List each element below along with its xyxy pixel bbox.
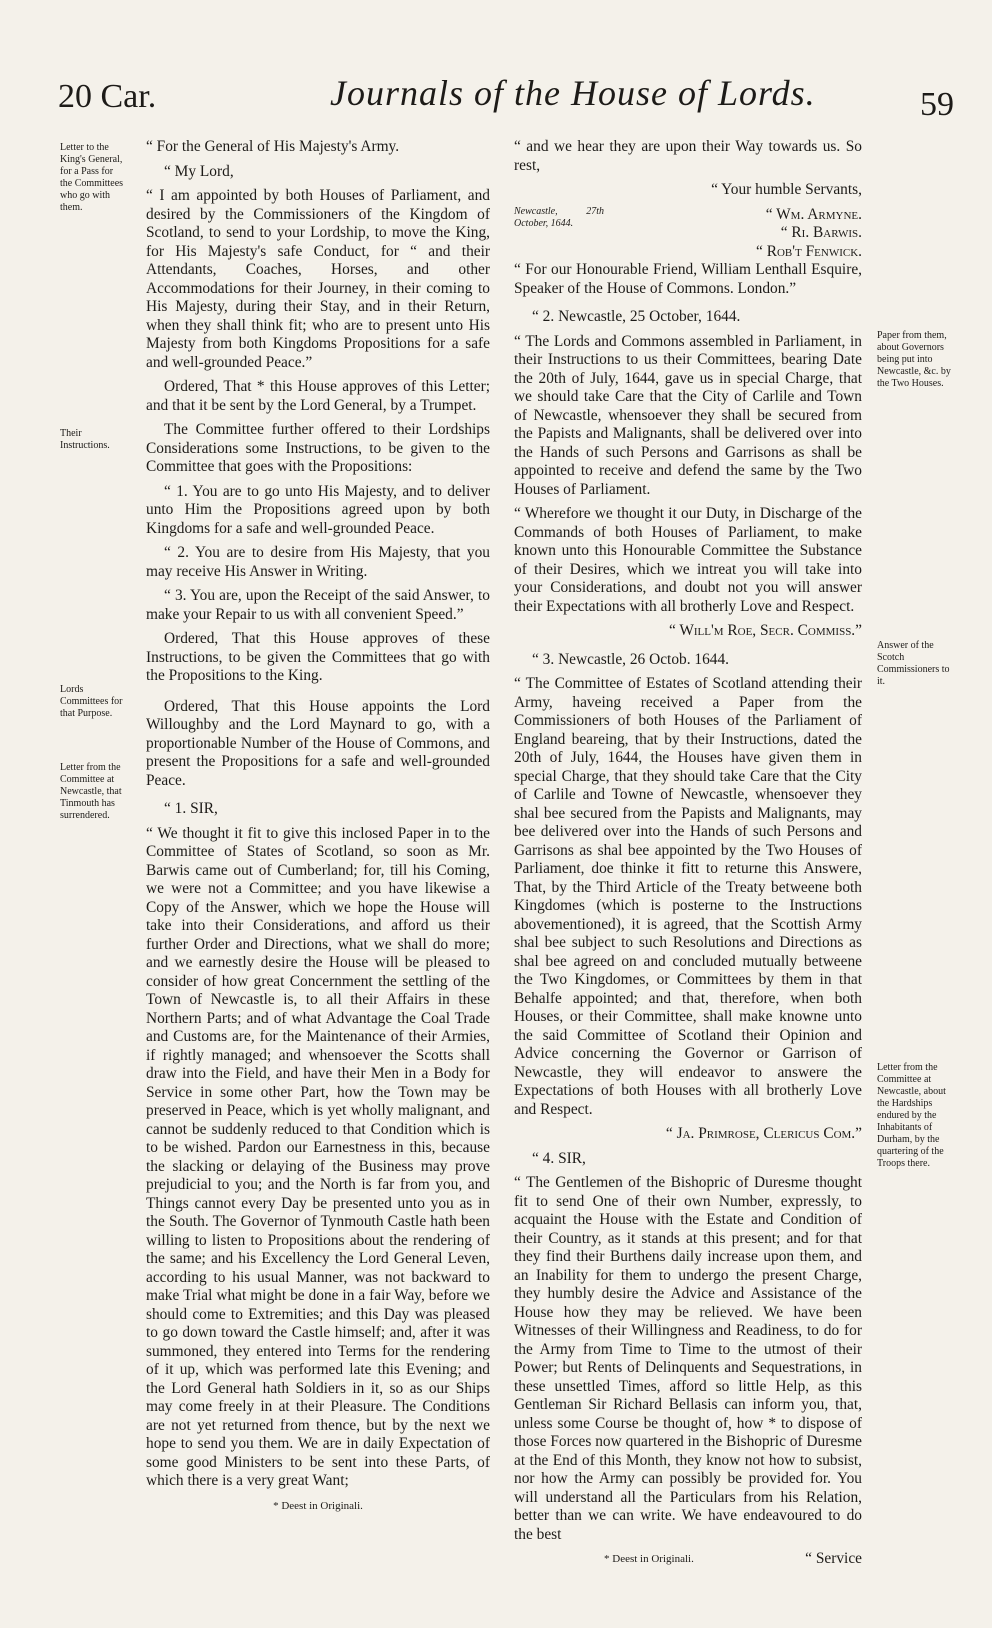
letter-heading: “ 4. SIR, — [532, 1149, 586, 1167]
paper-signature: “ Ja. Primrose, Clericus Com.” — [665, 1125, 862, 1142]
order-paragraph: Ordered, That this House approves of these Instructions, to be given the Committees that go with the Propositions to the King. — [146, 630, 490, 684]
letter-body: “ We thought it fit to give this inclosed Paper in to the Committee of States of Scotland, so soon as Mr. Barwis came out of Cumberland; for, till his Coming, we were not a Committee; and you have likewise a Copy of the Answer, which we hope the House will take into their Considerations, and afford us their further Order and Directions, what we shall do more; and we earnestly desire the House will be pleased to consider of how great Concernment the settling of the Town of Newcastle is, to all their Affairs in these Northern Parts; and of what Advantage the Coal Trade and Customs are, for the Maintenance of their Armies, if rightly managed; and whensoever the Scotts shall draw into the Field, and have their Men in a Body for Service in some other Part, how the Town may be preserved in Peace, which is yet wholly malignant, and cannot be suddenly reduced to that Condition which is to be wished. Pardon our Earnestness in this, because the slacking or delaying of the Business may prove prejudicial to you; and the North is far from you, and Things cannot every Day be presented unto you as in the South. The Governor of Tynmouth Castle hath been willing to listen to Propositions about the rendering of the same; and his Excellency the Lord General Leven, according to his usual Manner, was not backward to make Trial what might be done in a fair Way, before we should come to Extremities; and this Day was pleased to go down toward the Castle himself; and, after it was summoned, they entered into Terms for the rendering of it up, which was performed late this Evening; and the Lord General hath Soldiers in it, so as our Ships may come freely in at their Pleasure. The Conditions are not yet returned from thence, but by the next we hope to send you them. We are in daily Expectation of some good Ministers to be sent into these Parts, of which there is a very great Want; — [146, 824, 490, 1489]
committee-paragraph: The Committee further offered to their Lordships Considerations some Instructions, to be given to the Committee that goes with the Propositions: — [146, 421, 490, 475]
instruction-item: “ 3. You are, upon the Receipt of the said Answer, to make your Repair to us with all convenient Speed.” — [146, 587, 490, 623]
footnote: * Deest in Originali. — [604, 1553, 694, 1565]
catchword: “ Service — [805, 1550, 862, 1567]
paper-body: “ Wherefore we thought it our Duty, in Discharge of the Commands of both Houses of Parliament, to make known unto this Honourable Committee the Substance of their Desires, which we intreat you will take into your Considerations, and doubt not you will answer their Expectations with all brotherly Love and Respect. — [514, 505, 862, 615]
column-footer — [514, 1550, 862, 1575]
paper-body: “ The Committee of Estates of Scotland attending their Army, haveing received a Paper from the Commissioners of both Houses of the Parliament of England beareing, that by their Instructions, dated the 20th of July, 1644, the Houses have given them in special Charge, that they should take Care that the City of Carlile and Towne of Newcastle, whensoever they shal bee secured from the Papists and Malignants, may bee delivered over into the Hands of such Persons and Garrisons as shal bee appointed by the Two Houses of Parliament, doe thinke it fitt to returne this Answere, That, by the Third Article of the Treaty betweene both Kingdomes (which is posterne to the Instructions abovementioned), it is agreed, that the Scottish Army shal bee subject to such Resolutions and Directions as shal bee agreed on and concluded mutually betweene the Two Kingdomes, or Committees by them in that Behalfe appointed; and that, therefore, when both Houses, or their Committee, shall make knowne unto the said Committee of Scotland their Opinion and Advice concerning the Governor or Garrison of Newcastle, they will endeavor to answere the Expectations of both Houses with all brotherly Love and Respect. — [514, 675, 862, 1118]
signatory: “ Wm. Armyne. — [765, 205, 862, 223]
letter-date: Newcastle, 27th October, 1644. — [514, 205, 604, 229]
page-number: 59 — [920, 86, 954, 123]
instruction-item: “ 1. You are to go unto His Majesty, and to deliver unto Him the Propositions agreed upon by both Kingdoms for a safe and well-grounded Peace. — [146, 482, 490, 537]
letter-address: “ For the General of His Majesty's Army. — [146, 138, 400, 155]
letter-body: “ I am appointed by both Houses of Parliament, and desired by the Commissioners of the Kingdom of Scotland, to send to your Lordship, to move the King, for His Majesty's safe Conduct, for “ and their Attendants, Coaches, Horses, and other Accommodations for their Journey, in their coming to His Majesty, during their Stay, and in their Return, when they shall think fit; who are to present unto His Majesty from both Kingdoms Propositions for a safe and well-grounded Peace.” — [146, 187, 490, 371]
closing: “ Your humble Servants, — [711, 181, 862, 198]
instruction-item: “ 2. You are to desire from His Majesty, that you may receive His Answer in Writing. — [146, 544, 490, 580]
margin-note-letter-pass: Letter to the King's General, for a Pass for the Committees who go with them. — [60, 142, 124, 213]
margin-note-instructions: Their Instructions. — [60, 428, 110, 451]
left-column — [146, 138, 490, 1521]
letter-continuation: “ and we hear they are upon their Way towards us. So rest, — [514, 138, 862, 174]
letter-body: “ The Gentlemen of the Bishopric of Duresme thought fit to send One of their own Number, expressly, to acquaint the House with the Estate and Condition of their Country, as it stands at this present; and for that they find their Burthens daily increase upon them, and an Inability for them to undergo the present Charge, they humbly desire the Advice and Assistance of the House how they may be relieved. We have been Witnesses of their Willingness and Readiness, to do for the Army from Time to Time to the utmost of their Power; but Rents of Delinquents and Sequestrations, in these unsettled Times, afford so little Help, as this Gentleman Sir Richard Bellasis can inform you, that, unless some Course be thought of, how * to dispose of those Forces now quartered in the Bishopric of Duresme at the End of this Month, they know not how to subsist, nor how the Army can possibly be provided for. You will understand all the Particulars from his Relation, better than we can write. We have endeavoured to do the best — [514, 1174, 862, 1543]
salutation: “ My Lord, — [164, 162, 234, 180]
regnal-year: 20 Car. — [58, 78, 157, 115]
paper-heading: “ 3. Newcastle, 26 Octob. 1644. — [532, 650, 730, 668]
margin-note-answer-scotch: Answer of the Scotch Commissioners to it. — [877, 640, 950, 687]
paper-body: “ The Lords and Commons assembled in Parliament, in their Instructions to us their Committees, bearing Date the 20th of July, 1644, gave us in special Charge, that we should take Care that the City of Carlile and Town of Newcastle, whensoever they shall be secured from the Papists and Malignants, shall be delivered over into the Hands of such Persons and Garrisons as shall be appointed to receive and defend the same by the Two Houses of Parliament. — [514, 332, 862, 498]
paper-heading: “ 2. Newcastle, 25 October, 1644. — [532, 308, 741, 325]
signatory: “ Rob't Fenwick. — [756, 242, 862, 260]
signature-block — [514, 206, 862, 262]
margin-note-letter-hardships: Letter from the Committee at Newcastle, about the Hardships endured by the Inhabitants of Durham, by the quartering of the Troops there. — [877, 1062, 946, 1169]
paper-signature: “ Will'm Roe, Secr. Commiss.” — [668, 622, 862, 639]
order-paragraph: Ordered, That this House appoints the Lord Willoughby and the Lord Maynard to go, with a proportionable Number of the House of Commons, and present the Propositions for a safe and well-grounded Peace. — [146, 697, 490, 789]
right-column — [514, 138, 862, 1575]
letter-heading: “ 1. SIR, — [164, 800, 218, 817]
signatory: “ Ri. Barwis. — [780, 224, 862, 241]
page-header — [0, 72, 992, 132]
footnote: * Deest in Originali. — [273, 1499, 363, 1512]
letter-address: “ For our Honourable Friend, William Lenthall Esquire, Speaker of the House of Commons. London.” — [514, 261, 862, 297]
margin-note-letter-newcastle: Letter from the Committee at Newcastle, that Tinmouth has surrendered. — [60, 762, 122, 821]
margin-note-lords-committees: Lords Committees for that Purpose. — [60, 684, 123, 719]
margin-note-paper-governors: Paper from them, about Governors being put into Newcastle, &c. by the Two Houses. — [877, 330, 951, 389]
order-paragraph: Ordered, That * this House approves of this Letter; and that it be sent by the Lord General, by a Trumpet. — [146, 378, 490, 414]
running-title: Journals of the House of Lords. — [330, 73, 816, 113]
